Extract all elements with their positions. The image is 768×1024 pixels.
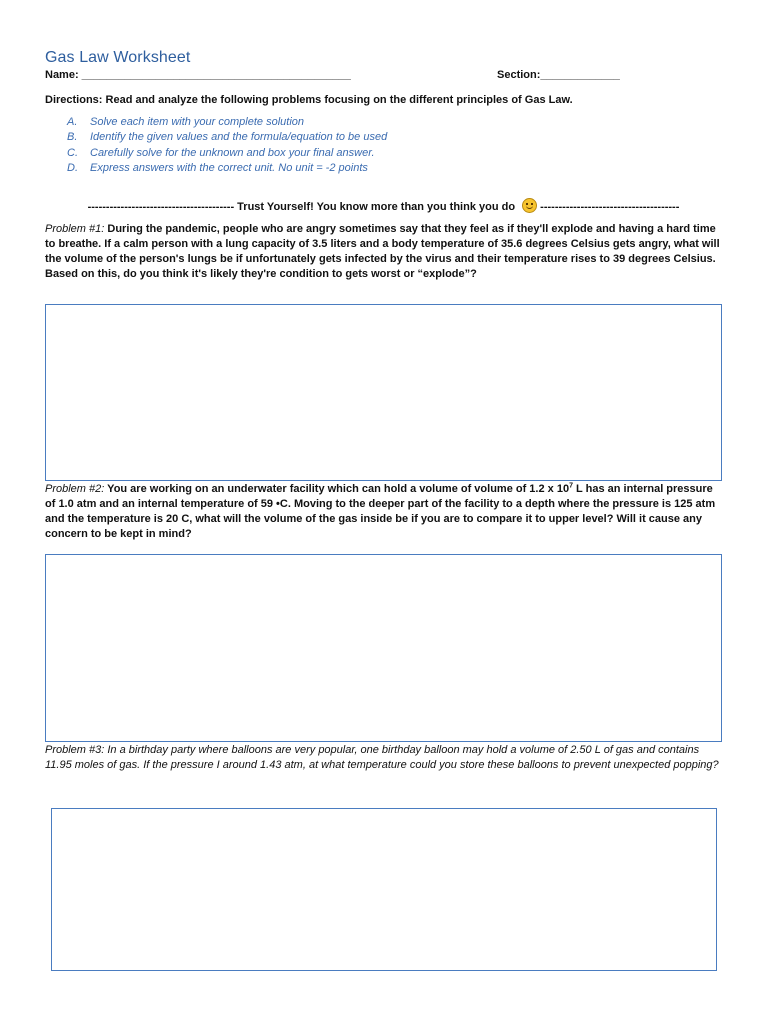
smiley-face-icon — [522, 198, 537, 213]
problem-2: Problem #2: You are working on an underwater facility which can hold a volume of volume of 1.2 x $10^7$ L has an internal pressure of 1.0 atm and an internal temperature of 59 •C. Moving to the deeper part of the facility to a depth where the pressure is 125 atm and the temperature is 20 C, what will the volume of the gas inside be if you are to compare it to upper level? Will it cause any concern to be kept in mind? — [45, 482, 716, 540]
problem-3: Problem #3: In a birthday party where balloons are very popular, one birthday balloon may hold a volume of 2.50 L of gas and contains 11.95 moles of gas. If the pressure I around 1.43 atm, at what temperature could you store these balloons to prevent unexpected popping? — [45, 744, 719, 771]
answer-box-2[interactable] — [45, 554, 722, 742]
direction-item: B. Identify the given values and the formula/equation to be used — [67, 131, 388, 144]
answer-box-1[interactable] — [45, 304, 722, 481]
encouragement-banner: ---------------------------------------- Trust Yourself! You know more than you think you do -------------------------------------- — [45, 198, 722, 215]
problem-1: Problem #1: During the pandemic, people who are angry sometimes say that they feel as if they'll explode and having a hard time to breathe. If a calm person with a lung capacity of 3.5 liters and a body temperature of 35.6 degrees Celsius gets angry, what will the volume of the person's lungs be if unfortunately gets infected by the virus and their temperature rises to 39 degrees Celsius. Based on this, do you think it's likely they're condition to gets worst or “explode”? — [45, 223, 720, 280]
directions-list — [67, 115, 387, 176]
answer-box-3[interactable] — [51, 808, 717, 971]
section-field-label: Section:_____________ — [497, 69, 620, 81]
directions-text: Directions: Read and analyze the following problems focusing on the different principles of Gas Law. — [45, 94, 573, 106]
direction-item: C. Carefully solve for the unknown and box your final answer. — [67, 146, 375, 159]
name-field-label: Name: ____________________________________________ — [45, 69, 351, 81]
worksheet-title: Gas Law Worksheet — [45, 49, 191, 66]
direction-item: A. Solve each item with your complete solution — [67, 116, 304, 128]
direction-item: D. Express answers with the correct unit. No unit = -2 points — [67, 161, 368, 174]
